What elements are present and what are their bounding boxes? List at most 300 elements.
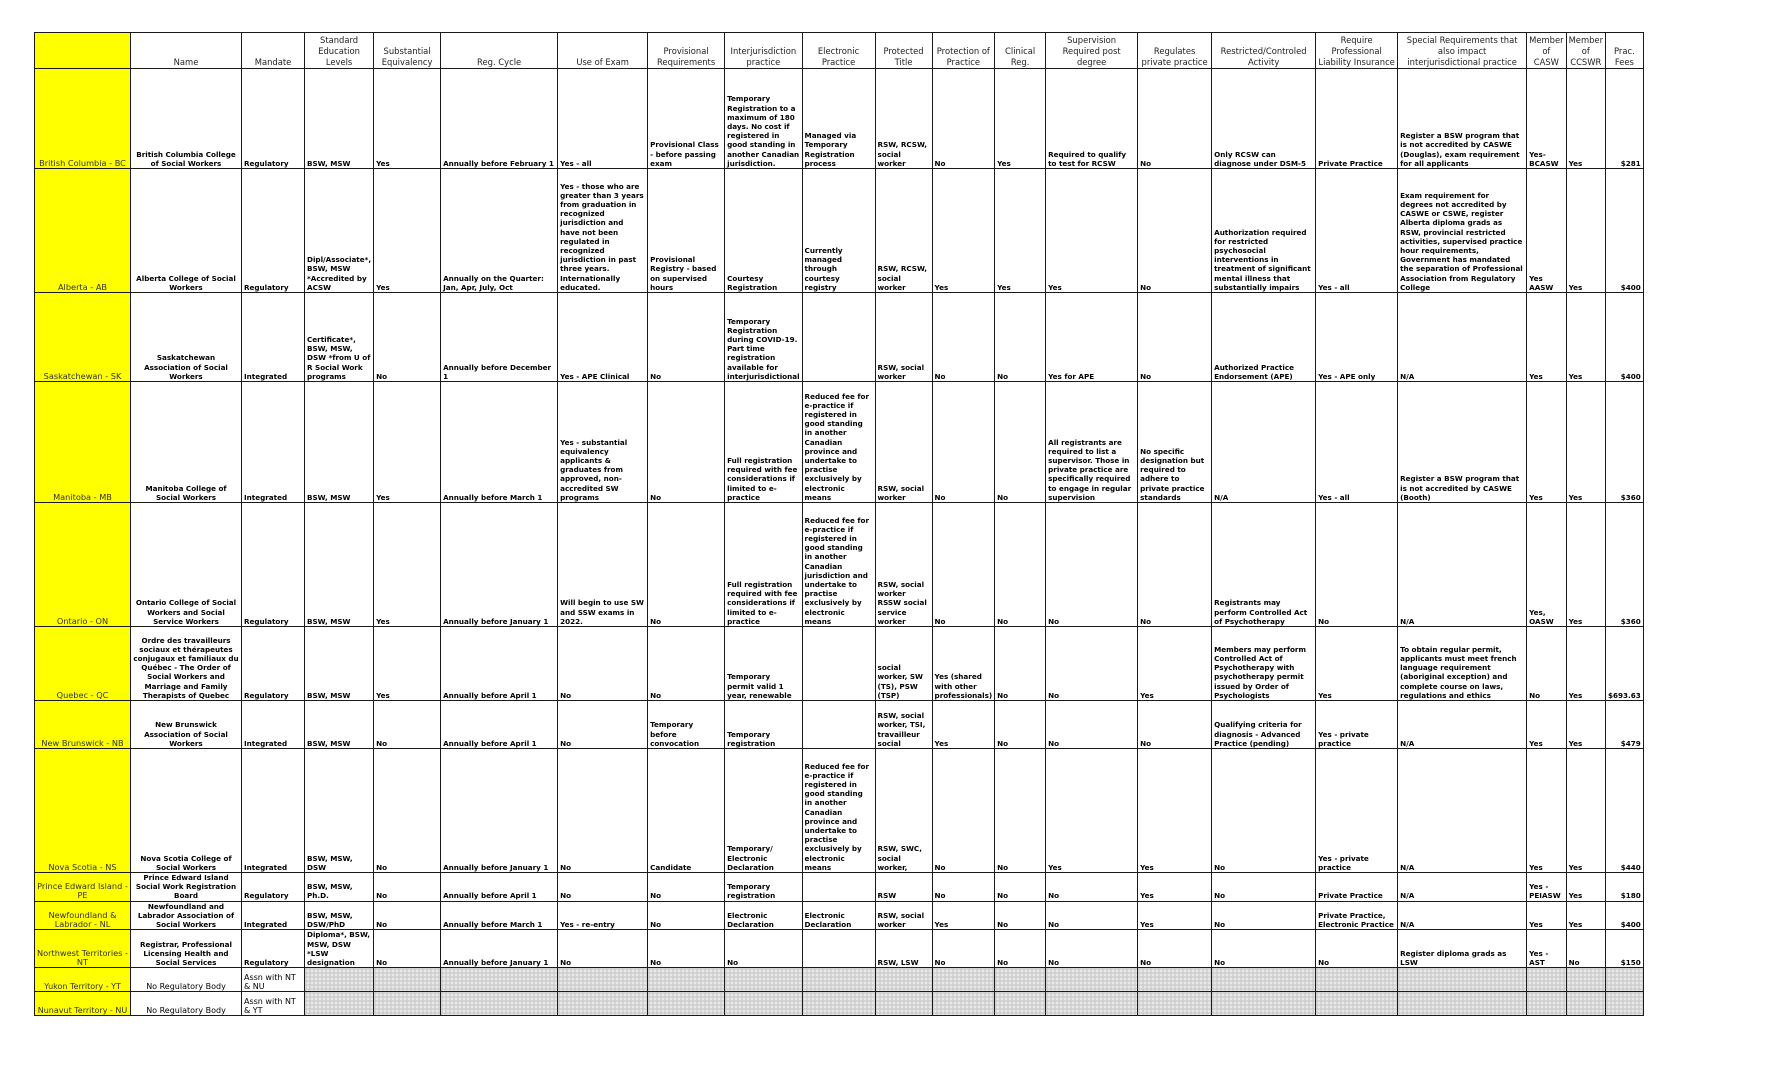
cell-education-levels: BSW, MSW <box>305 701 374 749</box>
cell-protection-of-practice: No <box>932 69 995 169</box>
cell-jurisdiction: Northwest Territories - NT <box>35 930 131 968</box>
cell-protected-title: RSW, RCSW, social worker <box>875 169 932 293</box>
cell-liability-insurance <box>1316 968 1398 992</box>
cell-substantial-equivalency <box>374 968 441 992</box>
cell-regulates-private-practice: Yes <box>1138 901 1212 930</box>
cell-reg-cycle <box>441 992 558 1016</box>
cell-education-levels: BSW, MSW, DSW <box>305 749 374 873</box>
column-header-mandate: Mandate <box>242 33 305 69</box>
cell-electronic-practice: Electronic Declaration <box>802 901 875 930</box>
cell-interjurisdiction-practice: Temporary Registration during COVID-19. Part time registration available for interjurisdictional <box>725 293 802 382</box>
column-header-clinical-reg: Clinical Reg. <box>995 33 1046 69</box>
cell-member-casw: Yes <box>1527 701 1566 749</box>
cell-provisional-requirements: No <box>648 901 725 930</box>
cell-education-levels: BSW, MSW, Ph.D. <box>305 873 374 902</box>
cell-jurisdiction: Alberta - AB <box>35 169 131 293</box>
cell-restricted-activity: Qualifying criteria for diagnosis - Advanced Practice (pending) <box>1212 701 1316 749</box>
column-header-interjurisdiction-practice: Interjurisdiction practice <box>725 33 802 69</box>
cell-supervision-required: No <box>1046 627 1138 701</box>
cell-reg-cycle: Annually on the Quarter: Jan, Apr, July, Oct <box>441 169 558 293</box>
cell-clinical-reg: No <box>995 930 1046 968</box>
cell-prac-fees: $440 <box>1606 749 1644 873</box>
cell-reg-cycle: Annually before January 1 <box>441 503 558 627</box>
cell-reg-cycle: Annually before December 1 <box>441 293 558 382</box>
cell-name: Ontario College of Social Workers and Social Service Workers <box>131 503 242 627</box>
cell-electronic-practice: Reduced fee for e-practice if registered in good standing in another Canadian province and undertake to practise exclusively by electronic means <box>802 382 875 503</box>
column-header-member-ccswr: Member of CCSWR <box>1566 33 1605 69</box>
cell-protection-of-practice: No <box>932 293 995 382</box>
cell-restricted-activity: Only RCSW can diagnose under DSM-5 <box>1212 69 1316 169</box>
regulation-comparison-table <box>34 32 1644 1016</box>
table-row <box>35 992 1644 1016</box>
cell-substantial-equivalency: Yes <box>374 503 441 627</box>
cell-electronic-practice: Managed via Temporary Registration process <box>802 69 875 169</box>
cell-jurisdiction: Nova Scotia - NS <box>35 749 131 873</box>
cell-clinical-reg: No <box>995 382 1046 503</box>
cell-electronic-practice <box>802 627 875 701</box>
cell-member-casw: Yes - PEIASW <box>1527 873 1566 902</box>
cell-regulates-private-practice: No <box>1138 930 1212 968</box>
table-row <box>35 69 1644 169</box>
column-header-provisional-requirements: Provisional Requirements <box>648 33 725 69</box>
cell-supervision-required: Yes for APE <box>1046 293 1138 382</box>
column-header-jurisdiction <box>35 33 131 69</box>
cell-member-ccswr: Yes <box>1566 901 1605 930</box>
column-header-substantial-equivalency: Substantial Equivalency <box>374 33 441 69</box>
cell-electronic-practice <box>802 873 875 902</box>
cell-prac-fees: $360 <box>1606 503 1644 627</box>
cell-special-requirements: Exam requirement for degrees not accredited by CASWE or CSWE, register Alberta diploma grads as RSW, provincial restricted activities, supervised practice hour requirements, Government has mandated the separation of Professional Association from Regulatory College <box>1398 169 1527 293</box>
cell-member-ccswr: Yes <box>1566 293 1605 382</box>
cell-protected-title: RSW, social worker RSSW social service worker <box>875 503 932 627</box>
cell-electronic-practice <box>802 293 875 382</box>
cell-education-levels: Certificate*, BSW, MSW, DSW *from U of R Social Work programs <box>305 293 374 382</box>
cell-clinical-reg: Yes <box>995 169 1046 293</box>
column-header-protected-title: Protected Title <box>875 33 932 69</box>
cell-jurisdiction: Prince Edward Island - PE <box>35 873 131 902</box>
cell-provisional-requirements <box>648 992 725 1016</box>
cell-protected-title: social worker, SW (TS), PSW (TSP) <box>875 627 932 701</box>
cell-jurisdiction: Quebec - QC <box>35 627 131 701</box>
cell-electronic-practice: Reduced fee for e-practice if registered in good standing in another Canadian jurisdiction and undertake to practise exclusively by electronic means <box>802 503 875 627</box>
cell-supervision-required: No <box>1046 901 1138 930</box>
cell-use-of-exam: No <box>558 930 648 968</box>
cell-education-levels: BSW, MSW <box>305 69 374 169</box>
cell-clinical-reg: No <box>995 503 1046 627</box>
cell-name: Prince Edward Island Social Work Registration Board <box>131 873 242 902</box>
cell-supervision-required: Yes <box>1046 169 1138 293</box>
cell-substantial-equivalency: No <box>374 293 441 382</box>
cell-clinical-reg: No <box>995 901 1046 930</box>
cell-substantial-equivalency: No <box>374 873 441 902</box>
cell-protection-of-practice <box>932 968 995 992</box>
cell-protection-of-practice: No <box>932 873 995 902</box>
cell-provisional-requirements: Candidate <box>648 749 725 873</box>
column-header-name: Name <box>131 33 242 69</box>
cell-regulates-private-practice: No <box>1138 293 1212 382</box>
cell-special-requirements <box>1398 992 1527 1016</box>
cell-liability-insurance: Yes <box>1316 627 1398 701</box>
cell-name: Newfoundland and Labrador Association of Social Workers <box>131 901 242 930</box>
cell-mandate: Regulatory <box>242 627 305 701</box>
cell-supervision-required: No <box>1046 701 1138 749</box>
cell-clinical-reg <box>995 968 1046 992</box>
cell-regulates-private-practice <box>1138 992 1212 1016</box>
cell-jurisdiction: New Brunswick - NB <box>35 701 131 749</box>
cell-education-levels: Dipl/Associate*, BSW, MSW *Accredited by ACSW <box>305 169 374 293</box>
cell-provisional-requirements: No <box>648 293 725 382</box>
cell-interjurisdiction-practice: Temporary permit valid 1 year, renewable <box>725 627 802 701</box>
cell-restricted-activity: No <box>1212 930 1316 968</box>
cell-protected-title: RSW, RCSW, social worker <box>875 69 932 169</box>
cell-protection-of-practice: Yes (shared with other professionals) <box>932 627 995 701</box>
table-row <box>35 169 1644 293</box>
cell-supervision-required <box>1046 968 1138 992</box>
cell-regulates-private-practice: No <box>1138 69 1212 169</box>
cell-reg-cycle: Annually before April 1 <box>441 873 558 902</box>
cell-name: No Regulatory Body <box>131 968 242 992</box>
cell-interjurisdiction-practice: Full registration required with fee considerations if limited to e-practice <box>725 503 802 627</box>
cell-reg-cycle: Annually before February 1 <box>441 69 558 169</box>
cell-use-of-exam: No <box>558 873 648 902</box>
cell-member-ccswr: Yes <box>1566 503 1605 627</box>
cell-restricted-activity: Authorization required for restricted psychosocial interventions in treatment of significant mental illness that substantially impairs <box>1212 169 1316 293</box>
cell-protection-of-practice: Yes <box>932 701 995 749</box>
column-header-reg-cycle: Reg. Cycle <box>441 33 558 69</box>
cell-prac-fees <box>1606 992 1644 1016</box>
cell-interjurisdiction-practice: Electronic Declaration <box>725 901 802 930</box>
cell-substantial-equivalency: Yes <box>374 382 441 503</box>
cell-member-ccswr: Yes <box>1566 382 1605 503</box>
table-row <box>35 749 1644 873</box>
cell-name: Nova Scotia College of Social Workers <box>131 749 242 873</box>
cell-protection-of-practice: No <box>932 382 995 503</box>
cell-use-of-exam: Yes - those who are greater than 3 years from graduation in recognized jurisdiction and have not been regulated in recognized jurisdiction in past three years. Internationally educated. <box>558 169 648 293</box>
cell-substantial-equivalency: No <box>374 701 441 749</box>
cell-use-of-exam: Yes - APE Clinical <box>558 293 648 382</box>
cell-regulates-private-practice: No specific designation but required to adhere to private practice standards <box>1138 382 1212 503</box>
cell-member-casw: Yes AASW <box>1527 169 1566 293</box>
cell-protected-title: RSW, social worker, TSI, travailleur social <box>875 701 932 749</box>
cell-special-requirements: N/A <box>1398 701 1527 749</box>
cell-member-casw <box>1527 968 1566 992</box>
cell-electronic-practice: Reduced fee for e-practice if registered in good standing in another Canadian province and undertake to practise exclusively by electronic means <box>802 749 875 873</box>
table-row <box>35 701 1644 749</box>
cell-interjurisdiction-practice: Temporary Registration to a maximum of 180 days. No cost if registered in good standing in another Canadian jurisdiction. <box>725 69 802 169</box>
cell-use-of-exam: Will begin to use SW and SSW exams in 2022. <box>558 503 648 627</box>
cell-interjurisdiction-practice: Temporary/ Electronic Declaration <box>725 749 802 873</box>
column-header-special-requirements: Special Requirements that also impact interjurisdictional practice <box>1398 33 1527 69</box>
cell-jurisdiction: Saskatchewan - SK <box>35 293 131 382</box>
column-header-restricted-activity: Restricted/Controled Activity <box>1212 33 1316 69</box>
column-header-protection-of-practice: Protection of Practice <box>932 33 995 69</box>
table-row <box>35 930 1644 968</box>
cell-restricted-activity <box>1212 968 1316 992</box>
cell-mandate: Integrated <box>242 293 305 382</box>
cell-restricted-activity: No <box>1212 901 1316 930</box>
column-header-education-levels: Standard Education Levels <box>305 33 374 69</box>
cell-member-ccswr <box>1566 992 1605 1016</box>
cell-regulates-private-practice: No <box>1138 701 1212 749</box>
cell-special-requirements: Register diploma grads as LSW <box>1398 930 1527 968</box>
cell-member-casw: Yes, OASW <box>1527 503 1566 627</box>
cell-jurisdiction: Manitoba - MB <box>35 382 131 503</box>
cell-education-levels: BSW, MSW <box>305 627 374 701</box>
cell-liability-insurance: No <box>1316 503 1398 627</box>
cell-special-requirements: N/A <box>1398 749 1527 873</box>
cell-clinical-reg: No <box>995 749 1046 873</box>
cell-supervision-required: No <box>1046 503 1138 627</box>
cell-electronic-practice <box>802 701 875 749</box>
cell-restricted-activity <box>1212 992 1316 1016</box>
cell-jurisdiction: Newfoundland & Labrador - NL <box>35 901 131 930</box>
cell-jurisdiction: Yukon Territory - YT <box>35 968 131 992</box>
cell-reg-cycle <box>441 968 558 992</box>
cell-interjurisdiction-practice: Full registration required with fee considerations if limited to e-practice <box>725 382 802 503</box>
cell-member-casw: Yes <box>1527 382 1566 503</box>
cell-education-levels: BSW, MSW, DSW/PhD <box>305 901 374 930</box>
cell-member-casw: No <box>1527 627 1566 701</box>
cell-substantial-equivalency: Yes <box>374 169 441 293</box>
cell-interjurisdiction-practice: Temporary registration <box>725 873 802 902</box>
cell-use-of-exam: Yes - all <box>558 69 648 169</box>
cell-member-ccswr: Yes <box>1566 873 1605 902</box>
cell-use-of-exam: No <box>558 749 648 873</box>
cell-member-ccswr: Yes <box>1566 749 1605 873</box>
cell-special-requirements: N/A <box>1398 293 1527 382</box>
cell-clinical-reg: No <box>995 701 1046 749</box>
table-row <box>35 873 1644 902</box>
cell-clinical-reg: No <box>995 293 1046 382</box>
cell-prac-fees <box>1606 968 1644 992</box>
cell-member-casw: Yes <box>1527 901 1566 930</box>
cell-regulates-private-practice: No <box>1138 503 1212 627</box>
cell-restricted-activity: No <box>1212 749 1316 873</box>
cell-interjurisdiction-practice: Courtesy Registration <box>725 169 802 293</box>
cell-provisional-requirements: Temporary before convocation <box>648 701 725 749</box>
cell-mandate: Integrated <box>242 701 305 749</box>
cell-substantial-equivalency: Yes <box>374 69 441 169</box>
cell-liability-insurance <box>1316 992 1398 1016</box>
cell-use-of-exam: Yes - substantial equivalency applicants & graduates from approved, non-accredited SW programs <box>558 382 648 503</box>
cell-protected-title: RSW, social worker <box>875 293 932 382</box>
table-row <box>35 503 1644 627</box>
column-header-prac-fees: Prac. Fees <box>1606 33 1644 69</box>
cell-liability-insurance: Yes - private practice <box>1316 701 1398 749</box>
cell-name: Manitoba College of Social Workers <box>131 382 242 503</box>
cell-supervision-required <box>1046 992 1138 1016</box>
cell-liability-insurance: Private Practice, Electronic Practice <box>1316 901 1398 930</box>
cell-interjurisdiction-practice: Temporary registration <box>725 701 802 749</box>
cell-protected-title: RSW, SWC, social worker, <box>875 749 932 873</box>
cell-liability-insurance: Private Practice <box>1316 873 1398 902</box>
cell-electronic-practice <box>802 992 875 1016</box>
cell-supervision-required: All registrants are required to list a supervisor. Those in private practice are specifically required to engage in regular supervision <box>1046 382 1138 503</box>
cell-provisional-requirements: No <box>648 627 725 701</box>
cell-provisional-requirements: No <box>648 930 725 968</box>
cell-education-levels: Diploma*, BSW, MSW, DSW *LSW designation <box>305 930 374 968</box>
cell-mandate: Regulatory <box>242 69 305 169</box>
cell-prac-fees: $150 <box>1606 930 1644 968</box>
cell-electronic-practice <box>802 930 875 968</box>
cell-protected-title: RSW <box>875 873 932 902</box>
cell-name: New Brunswick Association of Social Workers <box>131 701 242 749</box>
cell-supervision-required: Yes <box>1046 749 1138 873</box>
cell-name: No Regulatory Body <box>131 992 242 1016</box>
cell-special-requirements: To obtain regular permit, applicants must meet french language requirement (aboriginal exception) and complete course on laws, regulations and ethics <box>1398 627 1527 701</box>
cell-mandate: Regulatory <box>242 930 305 968</box>
cell-restricted-activity: Registrants may perform Controlled Act of Psychotherapy <box>1212 503 1316 627</box>
cell-member-ccswr: Yes <box>1566 69 1605 169</box>
cell-mandate: Regulatory <box>242 873 305 902</box>
cell-protected-title: RSW, LSW <box>875 930 932 968</box>
cell-member-casw: Yes - AST <box>1527 930 1566 968</box>
cell-electronic-practice <box>802 968 875 992</box>
cell-prac-fees: $479 <box>1606 701 1644 749</box>
cell-member-ccswr: Yes <box>1566 627 1605 701</box>
cell-mandate: Integrated <box>242 749 305 873</box>
cell-provisional-requirements: Provisional Registry - based on supervised hours <box>648 169 725 293</box>
cell-clinical-reg: No <box>995 627 1046 701</box>
cell-liability-insurance: Yes - all <box>1316 169 1398 293</box>
cell-substantial-equivalency <box>374 992 441 1016</box>
cell-liability-insurance: Yes - APE only <box>1316 293 1398 382</box>
cell-reg-cycle: Annually before January 1 <box>441 749 558 873</box>
cell-interjurisdiction-practice <box>725 968 802 992</box>
table-row <box>35 627 1644 701</box>
cell-name: Alberta College of Social Workers <box>131 169 242 293</box>
cell-clinical-reg: No <box>995 873 1046 902</box>
cell-reg-cycle: Annually before March 1 <box>441 382 558 503</box>
cell-interjurisdiction-practice <box>725 992 802 1016</box>
cell-mandate: Assn with NT & YT <box>242 992 305 1016</box>
cell-liability-insurance: Yes - private practice <box>1316 749 1398 873</box>
cell-prac-fees: $400 <box>1606 293 1644 382</box>
cell-member-casw <box>1527 992 1566 1016</box>
column-header-use-of-exam: Use of Exam <box>558 33 648 69</box>
cell-regulates-private-practice: No <box>1138 169 1212 293</box>
cell-substantial-equivalency: No <box>374 749 441 873</box>
cell-substantial-equivalency: No <box>374 930 441 968</box>
cell-use-of-exam: Yes - re-entry <box>558 901 648 930</box>
cell-prac-fees: $180 <box>1606 873 1644 902</box>
cell-restricted-activity: N/A <box>1212 382 1316 503</box>
cell-protection-of-practice: No <box>932 749 995 873</box>
cell-regulates-private-practice: Yes <box>1138 749 1212 873</box>
cell-protected-title: RSW, social worker <box>875 382 932 503</box>
cell-restricted-activity: Members may perform Controlled Act of Psychotherapy with psychotherapy permit issued by Order of Psychologists <box>1212 627 1316 701</box>
cell-use-of-exam <box>558 968 648 992</box>
cell-supervision-required: No <box>1046 873 1138 902</box>
cell-education-levels <box>305 992 374 1016</box>
cell-special-requirements: N/A <box>1398 503 1527 627</box>
table-row <box>35 293 1644 382</box>
cell-jurisdiction: Nunavut Territory - NU <box>35 992 131 1016</box>
cell-prac-fees: $693.63 <box>1606 627 1644 701</box>
cell-member-casw: Yes <box>1527 293 1566 382</box>
cell-protection-of-practice: Yes <box>932 901 995 930</box>
cell-substantial-equivalency: Yes <box>374 627 441 701</box>
cell-reg-cycle: Annually before January 1 <box>441 930 558 968</box>
cell-member-ccswr: Yes <box>1566 701 1605 749</box>
header-row <box>35 33 1644 69</box>
cell-name: Saskatchewan Association of Social Workers <box>131 293 242 382</box>
cell-prac-fees: $400 <box>1606 169 1644 293</box>
table-body <box>35 69 1644 1016</box>
column-header-regulates-private-practice: Regulates private practice <box>1138 33 1212 69</box>
column-header-electronic-practice: Electronic Practice <box>802 33 875 69</box>
cell-regulates-private-practice: Yes <box>1138 627 1212 701</box>
table-row <box>35 901 1644 930</box>
column-header-supervision-required: Supervision Required post degree <box>1046 33 1138 69</box>
cell-education-levels: BSW, MSW <box>305 382 374 503</box>
cell-provisional-requirements: No <box>648 503 725 627</box>
column-header-member-casw: Member of CASW <box>1527 33 1566 69</box>
cell-prac-fees: $400 <box>1606 901 1644 930</box>
cell-education-levels <box>305 968 374 992</box>
cell-mandate: Regulatory <box>242 503 305 627</box>
cell-interjurisdiction-practice: No <box>725 930 802 968</box>
cell-substantial-equivalency: No <box>374 901 441 930</box>
cell-clinical-reg: Yes <box>995 69 1046 169</box>
cell-special-requirements <box>1398 968 1527 992</box>
cell-education-levels: BSW, MSW <box>305 503 374 627</box>
cell-liability-insurance: No <box>1316 930 1398 968</box>
cell-name: Ordre des travailleurs sociaux et thérapeutes conjugaux et familiaux du Québec - The Order of Social Workers and Marriage and Family Therapists of Quebec <box>131 627 242 701</box>
cell-member-ccswr: Yes <box>1566 169 1605 293</box>
cell-protected-title <box>875 992 932 1016</box>
column-header-liability-insurance: Require Professional Liability Insurance <box>1316 33 1398 69</box>
cell-reg-cycle: Annually before March 1 <box>441 901 558 930</box>
table-row <box>35 968 1644 992</box>
cell-mandate: Integrated <box>242 382 305 503</box>
cell-special-requirements: Register a BSW program that is not accredited by CASWE (Booth) <box>1398 382 1527 503</box>
cell-use-of-exam <box>558 992 648 1016</box>
cell-jurisdiction: British Columbia - BC <box>35 69 131 169</box>
cell-name: British Columbia College of Social Workers <box>131 69 242 169</box>
cell-prac-fees: $281 <box>1606 69 1644 169</box>
cell-regulates-private-practice: Yes <box>1138 873 1212 902</box>
cell-protection-of-practice: Yes <box>932 169 995 293</box>
cell-protection-of-practice: No <box>932 930 995 968</box>
cell-liability-insurance: Private Practice <box>1316 69 1398 169</box>
table-row <box>35 382 1644 503</box>
cell-provisional-requirements: Provisional Class - before passing exam <box>648 69 725 169</box>
cell-reg-cycle: Annually before April 1 <box>441 627 558 701</box>
cell-reg-cycle: Annually before April 1 <box>441 701 558 749</box>
cell-clinical-reg <box>995 992 1046 1016</box>
cell-supervision-required: Required to qualify to test for RCSW <box>1046 69 1138 169</box>
cell-provisional-requirements: No <box>648 873 725 902</box>
cell-protected-title <box>875 968 932 992</box>
cell-name: Registrar, Professional Licensing Health and Social Services <box>131 930 242 968</box>
cell-protection-of-practice <box>932 992 995 1016</box>
cell-electronic-practice: Currently managed through courtesy registry <box>802 169 875 293</box>
cell-member-ccswr <box>1566 968 1605 992</box>
cell-special-requirements: N/A <box>1398 901 1527 930</box>
cell-supervision-required: No <box>1046 930 1138 968</box>
cell-restricted-activity: No <box>1212 873 1316 902</box>
cell-protection-of-practice: No <box>932 503 995 627</box>
cell-prac-fees: $360 <box>1606 382 1644 503</box>
cell-special-requirements: Register a BSW program that is not accredited by CASWE (Douglas), exam requirement for all applicants <box>1398 69 1527 169</box>
cell-protected-title: RSW, social worker <box>875 901 932 930</box>
cell-use-of-exam: No <box>558 701 648 749</box>
cell-provisional-requirements <box>648 968 725 992</box>
cell-restricted-activity: Authorized Practice Endorsement (APE) <box>1212 293 1316 382</box>
cell-member-casw: Yes-BCASW <box>1527 69 1566 169</box>
cell-regulates-private-practice <box>1138 968 1212 992</box>
